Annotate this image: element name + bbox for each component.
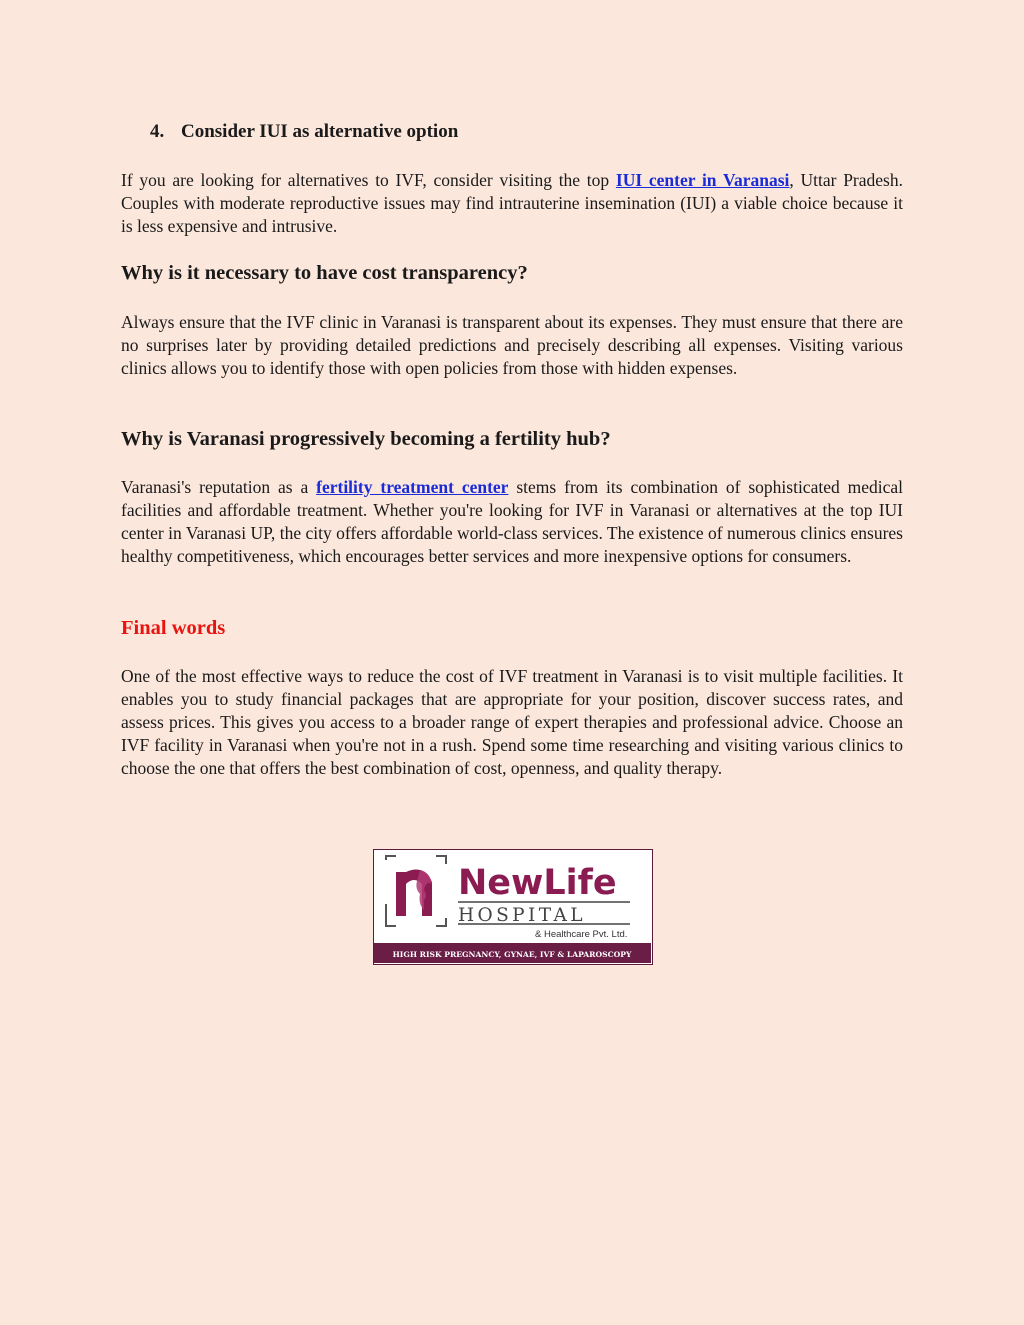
iui-paragraph-text-end: , Uttar Pradesh. Couples with moderate reproductive issues may find intrauterine insemination (IUI) a viable choice because it is less expensive and intrusive. [121,170,903,236]
cost-transparency-paragraph: Always ensure that the IVF clinic in Varanasi is transparent about its expenses. They must ensure that there are no surprises later by providing detailed predictions and precisely describing all expenses. Visiting various clinics allows you to identify those with open policies from those with hidden expenses. [121,312,903,378]
fertility-hub-heading: Why is Varanasi progressively becoming a fertility hub? [121,428,611,450]
newlife-hospital-logo [373,849,653,965]
iui-center-link[interactable]: IUI center in Varanasi [615,170,790,190]
section-4-heading [150,121,458,143]
iui-paragraph [121,169,903,238]
final-words-paragraph: One of the most effective ways to reduce the cost of IVF treatment in Varanasi is to visit multiple facilities. It enables you to study financial packages that are appropriate for your position, discover success rates, and assess prices. This gives you access to a broader range of expert therapies and professional advice. Choose an IVF facility in Varanasi when you're not in a rush. Spend some time researching and visiting various clinics to choose the one that offers the best combination of cost, openness, and quality therapy. [121,666,903,778]
final-words-heading: Final words [121,617,226,639]
logo-brand: NewLife [458,863,617,903]
fertility-treatment-center-link[interactable]: fertility treatment center [316,477,509,497]
fertility-hub-paragraph [121,476,903,568]
logo-emblem-icon [386,856,446,926]
logo-banner: HIGH RISK PREGNANCY, GYNAE, IVF & LAPAROSCOPY [392,950,632,959]
logo-subtitle: HOSPITAL [458,905,586,926]
cost-transparency-heading: Why is it necessary to have cost transparency? [121,262,528,284]
fertility-hub-text-start: Varanasi's reputation as a [121,477,317,497]
fertility-hub-text-end: stems from its combination of sophisticated medical facilities and affordable treatment. Whether you're looking for IVF in Varanasi or alternatives at the top IUI center in Varanasi UP, the city offers affordable world-class services. The existence of numerous clinics ensures healthy competitiveness, which encourages better services and more inexpensive options for consumers. [121,477,904,566]
list-number: 4. [150,121,165,142]
section-4-title: Consider IUI as alternative option [181,121,459,142]
iui-paragraph-text-start: If you are looking for alternatives to IVF, consider visiting the top [121,170,616,190]
logo-tagline: & Healthcare Pvt. Ltd. [535,929,628,940]
